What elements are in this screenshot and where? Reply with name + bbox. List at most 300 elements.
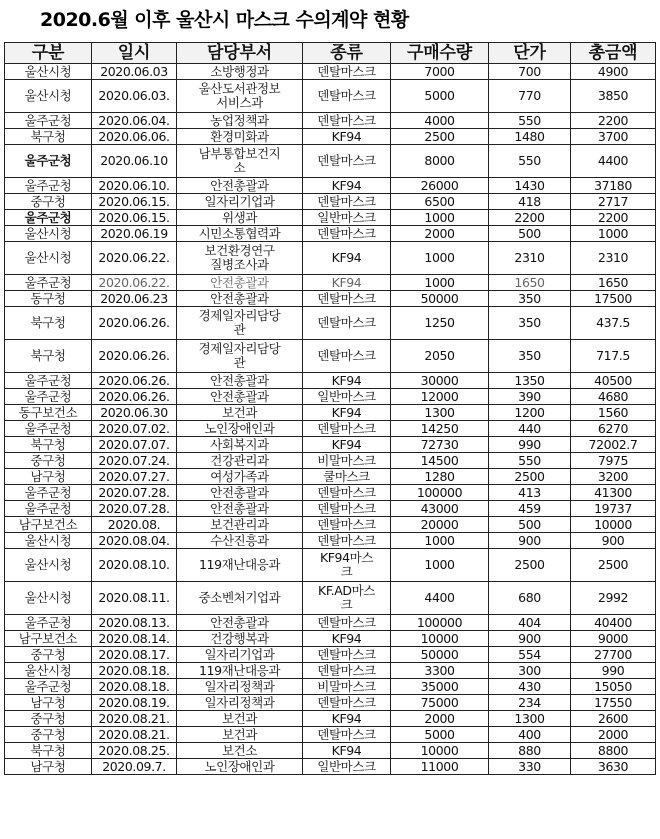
cell-unit-price: 390 [489,389,571,405]
cell-type: 덴탈마스크 [303,663,391,679]
cell-type: 덴탈마스크 [303,64,391,80]
table-row [5,194,656,210]
cell-date: 2020.06.03 [92,64,177,80]
table-row [5,501,656,517]
table-row [5,389,656,405]
table-header-row [5,43,656,64]
table-body [5,64,656,775]
cell-unit-price: 550 [489,113,571,129]
cell-date: 2020.06.26. [92,307,177,340]
cell-quantity: 8000 [391,145,489,178]
cell-total: 3700 [571,129,656,145]
cell-unit-price: 1650 [489,275,571,291]
cell-department: 경제일자리담당 관 [177,340,303,373]
cell-date: 2020.07.02. [92,421,177,437]
table-row [5,759,656,775]
cell-date: 2020.08. [92,517,177,533]
cell-department: 보건과 [177,405,303,421]
cell-quantity: 1000 [391,210,489,226]
cell-date: 2020.06.22. [92,275,177,291]
cell-quantity: 1300 [391,405,489,421]
cell-quantity: 1000 [391,549,489,582]
cell-type: KF94 [303,242,391,275]
cell-total: 15050 [571,679,656,695]
column-header-date: 일시 [92,43,177,64]
cell-type: KF94 [303,129,391,145]
cell-department: 일자리기업과 [177,647,303,663]
cell-date: 2020.06.10 [92,145,177,178]
cell-quantity: 10000 [391,743,489,759]
cell-unit-price: 550 [489,145,571,178]
cell-total: 10000 [571,517,656,533]
cell-agency: 울산시청 [5,242,92,275]
cell-total: 2600 [571,711,656,727]
table-row [5,453,656,469]
cell-type: 덴탈마스크 [303,226,391,242]
cell-date: 2020.06.04. [92,113,177,129]
cell-agency: 울산시청 [5,64,92,80]
cell-agency: 북구청 [5,340,92,373]
cell-department: 안전총괄과 [177,178,303,194]
cell-agency: 울주군청 [5,113,92,129]
cell-quantity: 1000 [391,533,489,549]
cell-unit-price: 2500 [489,469,571,485]
cell-agency: 울주군청 [5,389,92,405]
cell-total: 37180 [571,178,656,194]
cell-type: 덴탈마스크 [303,615,391,631]
page-title: 2020.6월 이후 울산시 마스크 수의계약 현황 [40,9,409,31]
table-row [5,129,656,145]
cell-date: 2020.08.19. [92,695,177,711]
cell-department: 경제일자리담당 관 [177,307,303,340]
cell-unit-price: 1200 [489,405,571,421]
table-row [5,695,656,711]
cell-quantity: 11000 [391,759,489,775]
cell-quantity: 2000 [391,226,489,242]
table-row [5,615,656,631]
cell-date: 2020.07.28. [92,485,177,501]
cell-agency: 울주군청 [5,485,92,501]
cell-quantity: 4400 [391,582,489,615]
table-row [5,242,656,275]
cell-department: 안전총괄과 [177,373,303,389]
cell-total: 3630 [571,759,656,775]
cell-unit-price: 440 [489,421,571,437]
cell-agency: 울산시청 [5,549,92,582]
cell-agency: 울주군청 [5,275,92,291]
cell-type: KF94 [303,373,391,389]
cell-quantity: 35000 [391,679,489,695]
table-row [5,437,656,453]
cell-total: 900 [571,533,656,549]
cell-quantity: 3300 [391,663,489,679]
table-row [5,647,656,663]
table-row [5,663,656,679]
cell-total: 3850 [571,80,656,113]
cell-total: 2500 [571,549,656,582]
cell-unit-price: 430 [489,679,571,695]
cell-total: 6270 [571,421,656,437]
table-row [5,549,656,582]
cell-agency: 울주군청 [5,145,92,178]
table-row [5,226,656,242]
cell-date: 2020.06.10. [92,178,177,194]
table-row [5,291,656,307]
cell-type: 덴탈마스크 [303,340,391,373]
column-header-department: 담당부서 [177,43,303,64]
cell-type: 덴탈마스크 [303,421,391,437]
cell-department: 노인장애인과 [177,421,303,437]
cell-unit-price: 350 [489,340,571,373]
cell-quantity: 26000 [391,178,489,194]
cell-unit-price: 300 [489,663,571,679]
cell-quantity: 72730 [391,437,489,453]
cell-total: 19737 [571,501,656,517]
cell-date: 2020.06.15. [92,210,177,226]
cell-type: 쿨마스크 [303,469,391,485]
column-header-agency: 구분 [5,43,92,64]
cell-type: KF94 [303,711,391,727]
cell-unit-price: 500 [489,226,571,242]
cell-total: 717.5 [571,340,656,373]
cell-type: 덴탈마스크 [303,533,391,549]
cell-type: 덴탈마스크 [303,501,391,517]
table-row [5,743,656,759]
cell-type: 덴탈마스크 [303,517,391,533]
cell-agency: 울산시청 [5,663,92,679]
cell-total: 2717 [571,194,656,210]
cell-department: 사회복지과 [177,437,303,453]
cell-quantity: 20000 [391,517,489,533]
cell-type: 덴탈마스크 [303,194,391,210]
cell-agency: 동구청 [5,291,92,307]
table-row [5,64,656,80]
cell-type: 비말마스크 [303,453,391,469]
table-row [5,275,656,291]
cell-quantity: 4000 [391,113,489,129]
cell-agency: 남구보건소 [5,517,92,533]
cell-type: KF94 [303,743,391,759]
cell-type: KF94 [303,437,391,453]
cell-agency: 중구청 [5,194,92,210]
cell-unit-price: 400 [489,727,571,743]
cell-date: 2020.08.21. [92,711,177,727]
cell-total: 41300 [571,485,656,501]
cell-date: 2020.07.27. [92,469,177,485]
cell-quantity: 43000 [391,501,489,517]
cell-department: 보건소 [177,743,303,759]
cell-department: 안전총괄과 [177,275,303,291]
cell-unit-price: 350 [489,291,571,307]
table-row [5,469,656,485]
cell-quantity: 14250 [391,421,489,437]
cell-agency: 울산시청 [5,533,92,549]
cell-agency: 울산시청 [5,80,92,113]
cell-department: 울산도서관정보 서비스과 [177,80,303,113]
cell-type: KF94마스 크 [303,549,391,582]
cell-department: 건강관리과 [177,453,303,469]
cell-total: 4680 [571,389,656,405]
cell-date: 2020.06.06. [92,129,177,145]
cell-total: 2200 [571,210,656,226]
table-row [5,405,656,421]
table-row [5,178,656,194]
cell-agency: 중구청 [5,647,92,663]
cell-total: 7975 [571,453,656,469]
cell-unit-price: 459 [489,501,571,517]
cell-type: 덴탈마스크 [303,307,391,340]
cell-agency: 울주군청 [5,679,92,695]
cell-agency: 중구청 [5,453,92,469]
cell-department: 안전총괄과 [177,291,303,307]
cell-unit-price: 330 [489,759,571,775]
cell-total: 2000 [571,727,656,743]
cell-type: 덴탈마스크 [303,80,391,113]
cell-unit-price: 770 [489,80,571,113]
cell-total: 3200 [571,469,656,485]
cell-total: 2992 [571,582,656,615]
cell-department: 안전총괄과 [177,485,303,501]
cell-date: 2020.08.04. [92,533,177,549]
cell-unit-price: 1350 [489,373,571,389]
cell-department: 보건관리과 [177,517,303,533]
cell-type: 덴탈마스크 [303,727,391,743]
cell-total: 1000 [571,226,656,242]
cell-type: KF94 [303,275,391,291]
cell-type: 일반마스크 [303,389,391,405]
cell-unit-price: 1430 [489,178,571,194]
cell-unit-price: 990 [489,437,571,453]
cell-department: 건강행복과 [177,631,303,647]
cell-type: 일반마스크 [303,759,391,775]
cell-quantity: 1000 [391,275,489,291]
cell-date: 2020.07.28. [92,501,177,517]
cell-quantity: 7000 [391,64,489,80]
cell-quantity: 50000 [391,291,489,307]
cell-total: 1560 [571,405,656,421]
cell-quantity: 5000 [391,727,489,743]
cell-date: 2020.06.30 [92,405,177,421]
cell-agency: 중구청 [5,711,92,727]
cell-agency: 남구청 [5,759,92,775]
cell-unit-price: 680 [489,582,571,615]
cell-type: 덴탈마스크 [303,647,391,663]
cell-total: 1650 [571,275,656,291]
cell-quantity: 1000 [391,242,489,275]
cell-type: 덴탈마스크 [303,145,391,178]
table-row [5,340,656,373]
cell-total: 27700 [571,647,656,663]
cell-unit-price: 554 [489,647,571,663]
cell-total: 17500 [571,291,656,307]
column-header-total: 총금액 [571,43,656,64]
cell-unit-price: 2200 [489,210,571,226]
table-row [5,80,656,113]
cell-department: 보건과 [177,711,303,727]
cell-date: 2020.08.17. [92,647,177,663]
column-header-quantity: 구매수량 [391,43,489,64]
cell-agency: 남구보건소 [5,631,92,647]
cell-department: 안전총괄과 [177,501,303,517]
cell-type: 덴탈마스크 [303,695,391,711]
cell-department: 노인장애인과 [177,759,303,775]
cell-department: 일자리정책과 [177,695,303,711]
table-row [5,631,656,647]
cell-date: 2020.06.23 [92,291,177,307]
cell-total: 17550 [571,695,656,711]
cell-total: 4400 [571,145,656,178]
cell-date: 2020.07.07. [92,437,177,453]
cell-department: 일자리기업과 [177,194,303,210]
cell-quantity: 2000 [391,711,489,727]
cell-unit-price: 2310 [489,242,571,275]
cell-type: KF.AD마스 크 [303,582,391,615]
cell-quantity: 2050 [391,340,489,373]
cell-unit-price: 2500 [489,549,571,582]
cell-type: 일반마스크 [303,210,391,226]
cell-date: 2020.06.03. [92,80,177,113]
cell-total: 40400 [571,615,656,631]
cell-unit-price: 350 [489,307,571,340]
cell-department: 여성가족과 [177,469,303,485]
cell-unit-price: 404 [489,615,571,631]
mask-contract-table [4,42,656,775]
cell-total: 990 [571,663,656,679]
cell-date: 2020.08.21. [92,727,177,743]
cell-date: 2020.08.14. [92,631,177,647]
cell-total: 2200 [571,113,656,129]
cell-agency: 북구청 [5,437,92,453]
table-row [5,113,656,129]
cell-department: 안전총괄과 [177,389,303,405]
cell-agency: 북구청 [5,307,92,340]
cell-date: 2020.09.7. [92,759,177,775]
cell-type: 덴탈마스크 [303,485,391,501]
cell-unit-price: 900 [489,631,571,647]
cell-type: 덴탈마스크 [303,291,391,307]
cell-department: 농업정책과 [177,113,303,129]
cell-department: 남부통합보건지 소 [177,145,303,178]
cell-agency: 중구청 [5,727,92,743]
cell-type: 비말마스크 [303,679,391,695]
cell-date: 2020.06.26. [92,389,177,405]
cell-date: 2020.08.13. [92,615,177,631]
cell-unit-price: 880 [489,743,571,759]
cell-unit-price: 550 [489,453,571,469]
cell-department: 소방행정과 [177,64,303,80]
cell-quantity: 50000 [391,647,489,663]
cell-date: 2020.06.15. [92,194,177,210]
cell-type: 덴탈마스크 [303,113,391,129]
table-row [5,145,656,178]
cell-agency: 동구보건소 [5,405,92,421]
cell-department: 환경미화과 [177,129,303,145]
cell-total: 8800 [571,743,656,759]
cell-date: 2020.06.26. [92,340,177,373]
cell-department: 안전총괄과 [177,615,303,631]
column-header-type: 종류 [303,43,391,64]
table-row [5,485,656,501]
cell-unit-price: 234 [489,695,571,711]
cell-date: 2020.08.11. [92,582,177,615]
cell-unit-price: 1480 [489,129,571,145]
cell-total: 437.5 [571,307,656,340]
cell-quantity: 100000 [391,615,489,631]
cell-agency: 울산시청 [5,226,92,242]
table-row [5,533,656,549]
cell-department: 보건환경연구 질병조사과 [177,242,303,275]
cell-department: 119재난대응과 [177,549,303,582]
cell-department: 중소벤처기업과 [177,582,303,615]
cell-agency: 울주군청 [5,178,92,194]
cell-agency: 울주군청 [5,210,92,226]
cell-agency: 남구청 [5,695,92,711]
table-row [5,373,656,389]
cell-quantity: 1280 [391,469,489,485]
cell-agency: 울주군청 [5,501,92,517]
cell-department: 수산진흥과 [177,533,303,549]
cell-date: 2020.08.18. [92,679,177,695]
table-row [5,210,656,226]
cell-agency: 북구청 [5,743,92,759]
cell-unit-price: 700 [489,64,571,80]
cell-total: 2310 [571,242,656,275]
cell-unit-price: 418 [489,194,571,210]
cell-quantity: 30000 [391,373,489,389]
cell-quantity: 2500 [391,129,489,145]
cell-department: 119재난대응과 [177,663,303,679]
cell-quantity: 1250 [391,307,489,340]
table-row [5,679,656,695]
cell-quantity: 14500 [391,453,489,469]
cell-total: 40500 [571,373,656,389]
cell-date: 2020.07.24. [92,453,177,469]
table-row [5,582,656,615]
cell-total: 72002.7 [571,437,656,453]
table-row [5,711,656,727]
cell-date: 2020.08.10. [92,549,177,582]
cell-department: 보건과 [177,727,303,743]
cell-total: 4900 [571,64,656,80]
cell-type: KF94 [303,178,391,194]
cell-unit-price: 1300 [489,711,571,727]
cell-type: KF94 [303,405,391,421]
cell-agency: 울주군청 [5,421,92,437]
table-row [5,307,656,340]
cell-date: 2020.06.19 [92,226,177,242]
cell-department: 시민소통협력과 [177,226,303,242]
column-header-unit-price: 단가 [489,43,571,64]
cell-quantity: 6500 [391,194,489,210]
cell-agency: 울주군청 [5,615,92,631]
cell-agency: 북구청 [5,129,92,145]
cell-quantity: 10000 [391,631,489,647]
cell-total: 9000 [571,631,656,647]
cell-quantity: 75000 [391,695,489,711]
cell-department: 일자리정책과 [177,679,303,695]
cell-quantity: 12000 [391,389,489,405]
cell-quantity: 100000 [391,485,489,501]
table-row [5,421,656,437]
cell-date: 2020.08.18. [92,663,177,679]
cell-date: 2020.06.22. [92,242,177,275]
cell-type: KF94 [303,631,391,647]
cell-unit-price: 413 [489,485,571,501]
cell-agency: 남구청 [5,469,92,485]
cell-date: 2020.06.26. [92,373,177,389]
cell-unit-price: 900 [489,533,571,549]
cell-department: 위생과 [177,210,303,226]
